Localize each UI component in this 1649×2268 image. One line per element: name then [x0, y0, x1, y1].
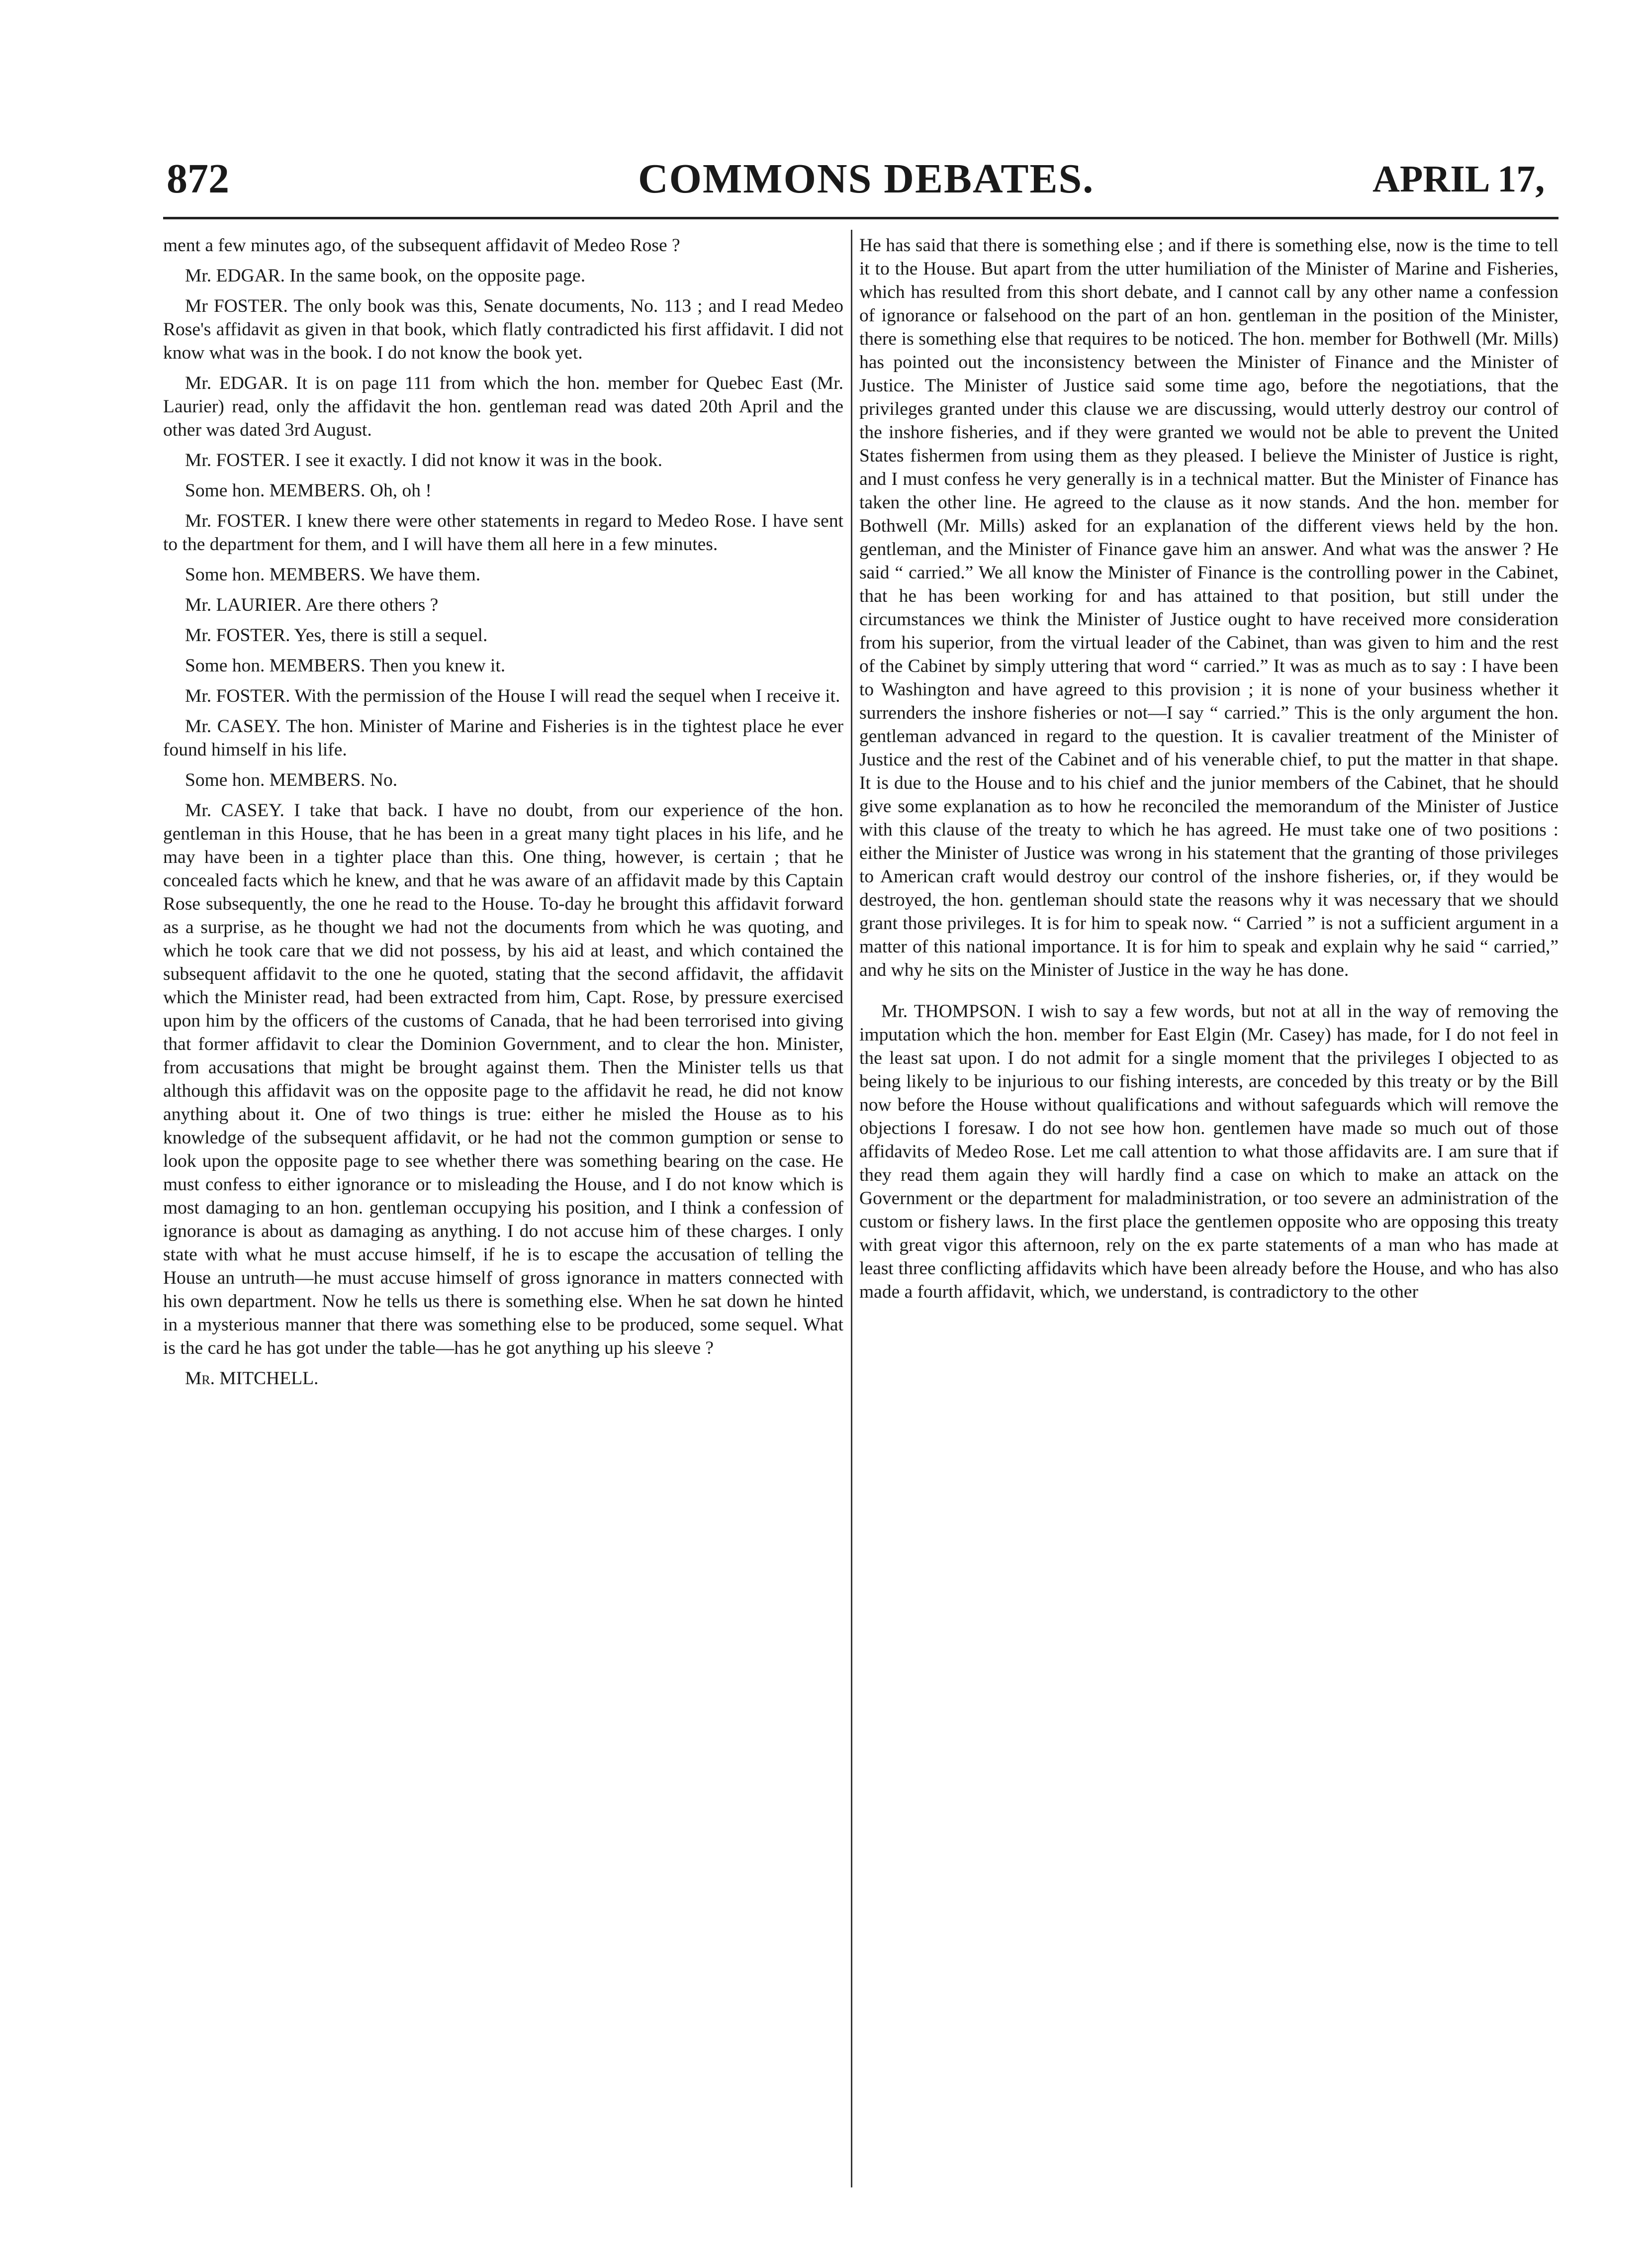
paragraph: He has said that there is something else ; and if there is something else, now is the time to tell it to the House. But apart from the utter humiliation of the Minister of Marine and Fisheries, which has resulted from this short debate, and I cannot call by any other name a confession of ignorance or falsehood on the part of an hon. gentleman in the position of the Minister, there is something else that requires to be noticed. The hon. member for Bothwell (Mr. Mills) has pointed out the inconsistency between the Minister of Finance and the Minister of Justice. The Minister of Justice said some time ago, before the negotiations, that the privileges granted under this clause we are discussing, would utterly destroy our control of the inshore fisheries, and if they were granted we would not be able to prevent the United States fishermen from using them as they pleased. I believe the Minister of Justice is right, and I must confess he very generally is in a technical matter. But the Minister of Finance has taken the other line. He agreed to the clause as it now stands. And the hon. member for Bothwell (Mr. Mills) asked for an explanation of the different views held by the hon. gentleman, and the Minister of Finance gave him an answer. And what was the answer ? He said “ carried.” We all know the Minister of Finance is the controlling power in the Cabinet, that he has been working for and has attained to that position, but still under the circumstances we think the Minister of Justice ought to have received more consideration from his superior, from the virtual leader of the Cabinet, than was given to him and the rest of the Cabinet by simply uttering that word “ carried.” It was as much as to say : I have been to Washington and have agreed to this provision ; it is none of your business whether it surrenders the inshore fisheries or not—I say “ carried.” This is the only argument the hon. gentleman advanced in regard to the question. It is cavalier treatment of the Minister of Justice and the rest of the Cabinet and of his venerable chief, to put the matter in that shape. It is due to the House and to his chief and the junior members of the Cabinet, that he should give some explanation as to how he reconciled the memorandum of the Minister of Justice with this clause of the treaty to which he has agreed. He must take one of two positions : either the Minister of Justice was wrong in his statement that the granting of those privileges to American craft would destroy our control of the inshore fisheries, or, if they would be destroyed, the hon. gentleman should state the reasons why it was necessary that we should grant those privileges. It is for him to speak now. “ Carried ” is not a sufficient argument in a matter of this national importance. It is for him to speak and explain why he said “ carried,” and why he sits on the Minister of Justice in the way he has done.: [859, 235, 1558, 980]
paragraph: Some hon. MEMBERS. We have them.: [185, 565, 481, 585]
header-rule: [163, 217, 1558, 219]
paragraph: Mr. FOSTER. Yes, there is still a sequel.: [185, 625, 488, 646]
paragraph: Mr. LAURIER. Are there others ?: [185, 595, 439, 615]
next-speaker-cue: Mr. MITCHELL.: [185, 1368, 319, 1389]
paragraph: ment a few minutes ago, of the subsequent affidavit of Medeo Rose ?: [163, 235, 680, 256]
paragraph: Some hon. MEMBERS. Oh, oh !: [185, 480, 432, 501]
page-date: APRIL 17,: [1373, 158, 1545, 200]
paragraph: Mr. THOMPSON. I wish to say a few words, but not at all in the way of removing the imputation which the hon. member for East Elgin (Mr. Casey) has made, for I do not feel in the least sat upon. I do not admit for a single moment that the privileges I objected to as being likely to be injurious to our fishing interests, are conceded by this treaty or by the Bill now before the House without qualifications and without safeguards which will remove the objections I foresaw. I do not see how hon. gentlemen have made so much out of those affidavits of Medeo Rose. Let me call attention to what those affidavits are. I am sure that if they read them again they will hardly find a case on which to make an attack on the Government or the department for maladministration, or too severe an administration of the custom or fishery laws. In the first place the gentlemen opposite who are opposing this treaty with great vigor this afternoon, rely on the ex parte statements of a man who has made at least three conflicting affidavits which have been already before the House, and who has also made a fourth affidavit, which, we understand, is contradictory to the other: [859, 1001, 1558, 1302]
left-column: [163, 234, 843, 1390]
paragraph: Mr. FOSTER. I see it exactly. I did not know it was in the book.: [185, 450, 662, 471]
column-divider: [851, 230, 852, 2187]
page-number: 872: [167, 156, 229, 202]
paragraph: Some hon. MEMBERS. Then you knew it.: [185, 656, 506, 676]
page-title: COMMONS DEBATES.: [638, 156, 1095, 202]
paragraph: Mr. EDGAR. In the same book, on the opposite page.: [185, 266, 586, 286]
paragraph: Mr FOSTER. The only book was this, Senate documents, No. 113 ; and I read Medeo Rose's affidavit as given in that book, which flatly contradicted his first affidavit. I did not know what was in the book. I do not know the book yet.: [163, 296, 843, 363]
paragraph: Some hon. MEMBERS. No.: [185, 770, 398, 790]
paragraph: Mr. CASEY. I take that back. I have no doubt, from our experience of the hon. gentleman in this House, that he has been in a great many tight places in his life, and he may have been in a tighter place than this. One thing, however, is certain ; that he concealed facts which he knew, and that he was aware of an affidavit made by this Captain Rose subsequently, the one he read to the House. To-day he brought this affidavit forward as a surprise, as he thought we had not the documents from which he was quoting, and which he took care that we did not possess, by his aid at least, and which contained the subsequent affidavit to the one he quoted, stating that the second affidavit, the affidavit which the Minister read, had been extracted from him, Capt. Rose, by pressure exercised upon him by the officers of the customs of Canada, that he had been terrorised into giving that former affidavit to clear the Dominion Government, and to clear the hon. Minister, from accusations that might be brought against them. Then the Minister tells us that although this affidavit was on the opposite page to the affidavit he read, he did not know anything about it. One of two things is true: either he misled the House as to his knowledge of the subsequent affidavit, or he had not the common gumption or sense to look upon the opposite page to see whether there was something bearing on the case. He must confess to either ignorance or to misleading the House, and I do not know which is most damaging to an hon. gentleman occupying his position, and I think a confession of ignorance is about as damaging as anything. I do not accuse him of these charges. I only state with what he must accuse himself, if he is to escape the accusation of telling the House an untruth—he must accuse himself of gross ignorance in matters connected with his own department. Now he tells us there is something else. When he sat down he hinted in a mysterious manner that there was something else to be produced, some sequel. What is the card he has got under the table—has he got anything up his sleeve ?: [163, 800, 843, 1358]
paragraph: Mr. FOSTER. I knew there were other statements in regard to Medeo Rose. I have sent to the department for them, and I will have them all here in a few minutes.: [163, 511, 843, 555]
paragraph: Mr. EDGAR. It is on page 111 from which the hon. member for Quebec East (Mr. Laurier) read, only the affidavit the hon. gentleman read was dated 20th April and the other was dated 3rd August.: [163, 373, 843, 440]
right-column: [859, 234, 1558, 1311]
paragraph: Mr. CASEY. The hon. Minister of Marine and Fisheries is in the tightest place he ever found himself in his life.: [163, 716, 843, 760]
paragraph: Mr. FOSTER. With the permission of the House I will read the sequel when I receive it.: [185, 686, 840, 706]
